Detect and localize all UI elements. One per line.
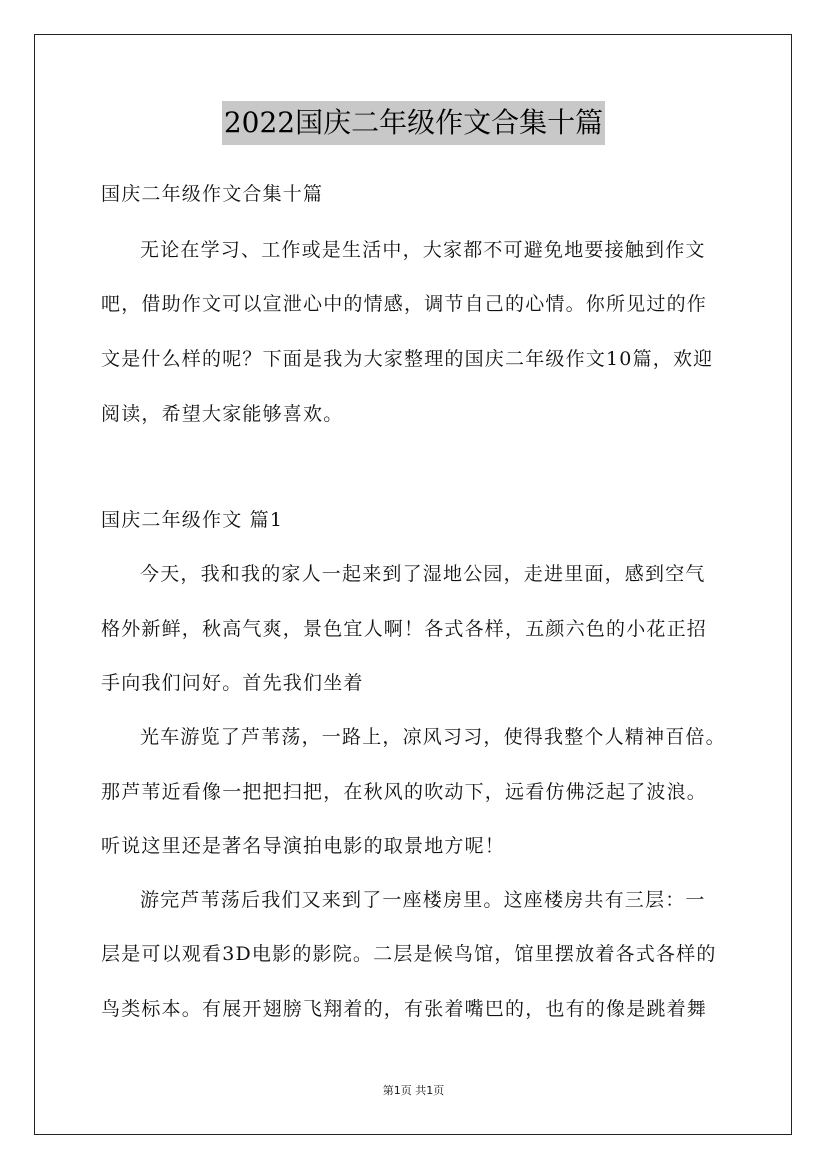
- para3-line-3: 鸟类标本。有展开翅膀飞翔着的，有张着嘴巴的，也有的像是跳着舞: [101, 998, 708, 1020]
- intro-line-3: 文是什么样的呢？下面是我为大家整理的国庆二年级作文10篇，欢迎: [101, 348, 714, 370]
- para2-line-1: 光车游览了芦苇荡，一路上，凉风习习，使得我整个人精神百倍。: [140, 726, 726, 748]
- title-container: [0, 101, 827, 145]
- page-footer: 第1页 共1页: [382, 1084, 445, 1097]
- para2-line-2: 那芦苇近看像一把把扫把，在秋风的吹动下，远看仿佛泛起了波浪。: [101, 781, 708, 803]
- para1-line-1: 今天，我和我的家人一起来到了湿地公园，走进里面，感到空气: [140, 563, 706, 585]
- para2-line-3: 听说这里还是著名导演拍电影的取景地方呢！: [101, 835, 506, 857]
- intro-line-1: 无论在学习、工作或是生活中，大家都不可避免地要接触到作文: [140, 239, 706, 261]
- intro-line-4: 阅读，希望大家能够喜欢。: [101, 403, 344, 425]
- para3-line-1: 游完芦苇荡后我们又来到了一座楼房里。这座楼房共有三层：一: [140, 889, 706, 911]
- intro-line-2: 吧，借助作文可以宣泄心中的情感，调节自己的心情。你所见过的作: [101, 293, 708, 315]
- para1-line-2: 格外新鲜，秋高气爽，景色宜人啊！各式各样，五颜六色的小花正招: [101, 618, 708, 640]
- document-title: 2022国庆二年级作文合集十篇: [222, 101, 605, 145]
- para3-line-2: 层是可以观看3D电影的影院。二层是候鸟馆，馆里摆放着各式各样的: [101, 943, 717, 965]
- section-heading: 国庆二年级作文 篇1: [101, 509, 284, 531]
- para1-line-3: 手向我们问好。首先我们坐着: [101, 672, 364, 694]
- subtitle: 国庆二年级作文合集十篇: [101, 183, 324, 205]
